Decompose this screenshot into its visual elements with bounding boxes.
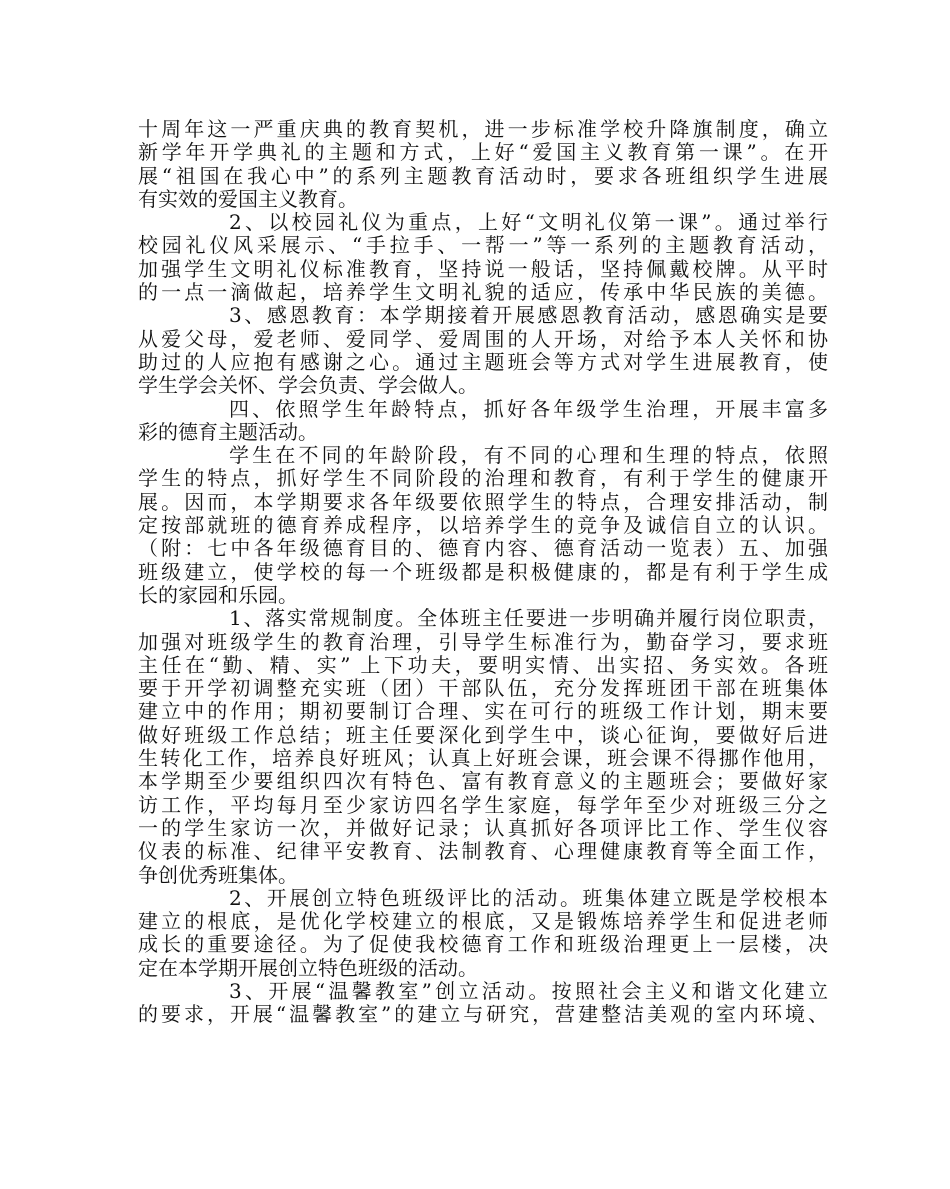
text-line: 加强学生文明礼仪标准教育，坚持说一般话，坚持佩戴校牌。从平时: [138, 256, 828, 281]
text-line: （附：七中各年级德育目的、德育内容、德育活动一览表）五、加强: [138, 536, 828, 561]
text-line: 加强对班级学生的教育治理，引导学生标准行为，勤奋学习，要求班: [138, 629, 828, 654]
text-line: 3、感恩教育：本学期接着开展感恩教育活动，感恩确实是要: [229, 303, 828, 328]
text-line: 建立中的作用；期初要制订合理、实在可行的班级工作计划，期末要: [138, 699, 828, 724]
text-line: 建立的根底，是优化学校建立的根底，又是锻炼培养学生和促进老师: [138, 909, 828, 934]
text-line: 新学年开学典礼的主题和方式，上好“爱国主义教育第一课”。在开: [138, 140, 828, 165]
text-line: 2、开展创立特色班级评比的活动。班集体建立既是学校根本: [229, 885, 828, 910]
text-line: 学生的特点，抓好学生不同阶段的治理和教育，有利于学生的健康开: [138, 466, 828, 491]
text-line: 四、依照学生年龄特点，抓好各年级学生治理，开展丰富多: [229, 396, 828, 421]
text-line: 主任在“勤、精、实” 上下功夫，要明实情、出实招、务实效。各班: [138, 652, 828, 677]
text-line: 1、落实常规制度。全体班主任要进一步明确并履行岗位职责，: [229, 606, 828, 631]
text-line: 做好班级工作总结；班主任要深化到学生中，谈心征询，要做好后进: [138, 722, 828, 747]
text-line: 定在本学期开展创立特色班级的活动。: [138, 955, 478, 980]
text-line: 3、开展“温馨教室”创立活动。按照社会主义和谐文化建立: [229, 978, 828, 1003]
text-line: 的要求，开展“温馨教室”的建立与研究，营建整洁美观的室内环境、: [138, 1002, 828, 1027]
text-line: 十周年这一严重庆典的教育契机，进一步标准学校升降旗制度，确立: [138, 117, 828, 141]
text-line: 本学期至少要组织四次有特色、富有教育意义的主题班会；要做好家: [138, 769, 828, 794]
text-line: 仪表的标准、纪律平安教育、法制教育、心理健康教育等全面工作，: [138, 839, 828, 864]
text-line: 展。因而，本学期要求各年级要依照学生的特点，合理安排活动，制: [138, 489, 828, 514]
text-line: 有实效的爱国主义教育。: [138, 186, 358, 211]
text-line: 访工作，平均每月至少家访四名学生家庭，每学年至少对班级三分之: [138, 792, 828, 817]
text-line: 定按部就班的德育养成程序，以培养学生的竞争及诚信自立的认识。: [138, 513, 828, 538]
text-line: 班级建立，使学校的每一个班级都是积极健康的，都是有利于学生成: [138, 559, 828, 584]
text-line: 要于开学初调整充实班（团）干部队伍，充分发挥班团干部在班集体: [138, 676, 828, 701]
text-line: 争创优秀班集体。: [138, 862, 298, 887]
text-line: 展“祖国在我心中”的系列主题教育活动时，要求各班组织学生进展: [138, 163, 828, 188]
text-line: 生转化工作，培养良好班风；认真上好班会课，班会课不得挪作他用，: [138, 746, 828, 771]
text-line: 长的家园和乐园。: [138, 582, 298, 607]
text-line: 助过的人应抱有感谢之心。通过主题班会等方式对学生进展教育，使: [138, 349, 828, 374]
text-line: 从爱父母，爱老师、爱同学、爱周围的人开场，对给予本人关怀和协: [138, 326, 828, 351]
text-line: 2、以校园礼仪为重点，上好“文明礼仪第一课”。通过举行: [229, 210, 828, 235]
text-line: 成长的重要途径。为了促使我校德育工作和班级治理更上一层楼，决: [138, 932, 828, 957]
text-line: 彩的德育主题活动。: [138, 419, 318, 444]
text-line: 学生在不同的年龄阶段，有不同的心理和生理的特点，依照: [229, 443, 828, 468]
text-line: 校园礼仪风采展示、“手拉手、一帮一”等一系列的主题教育活动，: [138, 233, 828, 258]
text-line: 一的学生家访一次，并做好记录；认真抓好各项评比工作、学生仪容: [138, 815, 828, 840]
text-line: 的一点一滴做起，培养学生文明礼貌的适应，传承中华民族的美德。: [138, 280, 828, 305]
document-body: [138, 118, 828, 1027]
text-line: 学生学会关怀、学会负责、学会做人。: [138, 373, 478, 398]
